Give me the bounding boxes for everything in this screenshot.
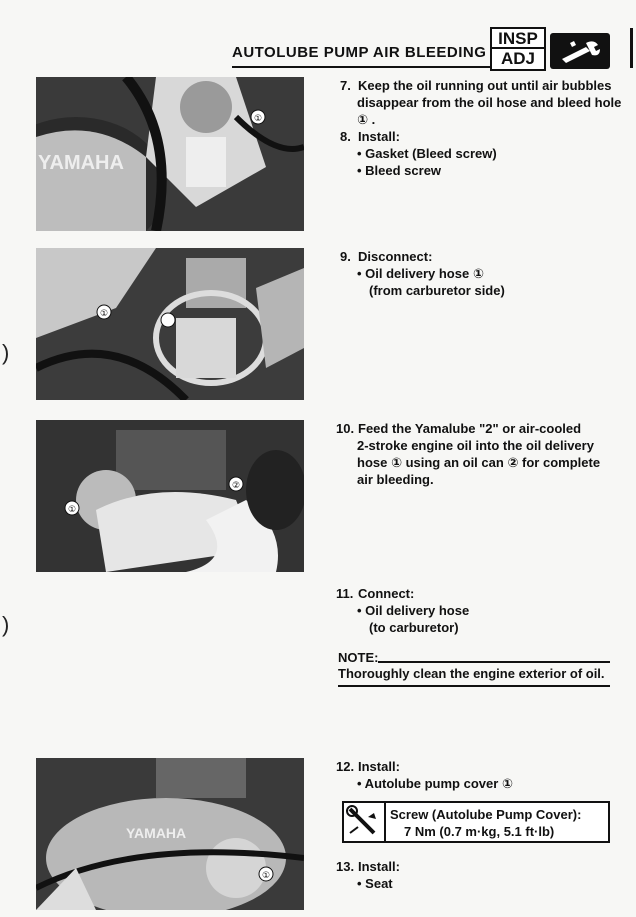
margin-mark-2: ) [2, 612, 10, 637]
step-13: 13. Install: [336, 859, 400, 874]
photo4-label: ① [262, 870, 271, 880]
badge-adj: ADJ [500, 49, 535, 68]
step-7-line2: disappear from the oil hose and bleed hole [357, 95, 622, 110]
step-11-bullet-1: • Oil delivery hose [357, 603, 470, 618]
step-9-bullet-1: • Oil delivery hose ① [357, 266, 484, 281]
step-10-line3: hose ① using an oil can ② for complete [357, 455, 601, 470]
page-title: AUTOLUBE PUMP AIR BLEEDING [232, 44, 487, 61]
photo4-brand: YAMAHA [126, 825, 187, 841]
step-8-bullet-1: • Gasket (Bleed screw) [357, 146, 497, 161]
step-10-line4: air bleeding. [357, 472, 434, 487]
step-9: 9. Disconnect: [340, 249, 433, 264]
photo-bleed-screw [36, 77, 304, 231]
note-text: Thoroughly clean the engine exterior of oil. [338, 666, 605, 681]
torque-wrench-icon [344, 803, 386, 841]
torque-spec-box [342, 801, 610, 843]
photo3-label-1: ① [68, 504, 77, 514]
photo3-label-2: ② [232, 480, 241, 490]
photo-oil-can [36, 420, 304, 572]
step-13-bullet-1: • Seat [357, 876, 393, 891]
step-7-line3: ① . [357, 112, 376, 127]
title-underline [232, 66, 490, 68]
note-bottom-rule [338, 685, 610, 687]
step-7: 7. Keep the oil running out until air bubbles [340, 78, 612, 93]
step-12-bullet-1: • Autolube pump cover ① [357, 776, 513, 791]
photo-pump-cover [36, 758, 304, 910]
page-edge-bar [630, 28, 633, 68]
margin-mark-1: ) [2, 340, 10, 365]
step-11: 11. Connect: [336, 586, 415, 601]
note-rule [378, 661, 610, 663]
photo-oil-hose [36, 248, 304, 400]
photo1-brand: YAMAHA [38, 152, 124, 174]
step-10: 10. Feed the Yamalube "2" or air-cooled [336, 421, 582, 436]
step-10-line2: 2-stroke engine oil into the oil delivery [357, 438, 594, 453]
step-9-detail: (from carburetor side) [369, 283, 505, 298]
step-11-detail: (to carburetor) [369, 620, 459, 635]
insp-adj-badge [490, 27, 546, 71]
spec-value: 7 Nm (0.7 m·kg, 5.1 ft·lb) [404, 824, 555, 839]
photo1-label: ① [254, 113, 263, 123]
step-8: 8. Install: [340, 129, 400, 144]
step-8-bullet-2: • Bleed screw [357, 163, 442, 178]
step-12: 12. Install: [336, 759, 400, 774]
note-label: NOTE: [338, 650, 379, 665]
photo2-label: ① [100, 308, 109, 318]
spec-label: Screw (Autolube Pump Cover): [390, 807, 582, 822]
wrench-icon [550, 33, 610, 69]
badge-insp: INSP [492, 29, 544, 49]
